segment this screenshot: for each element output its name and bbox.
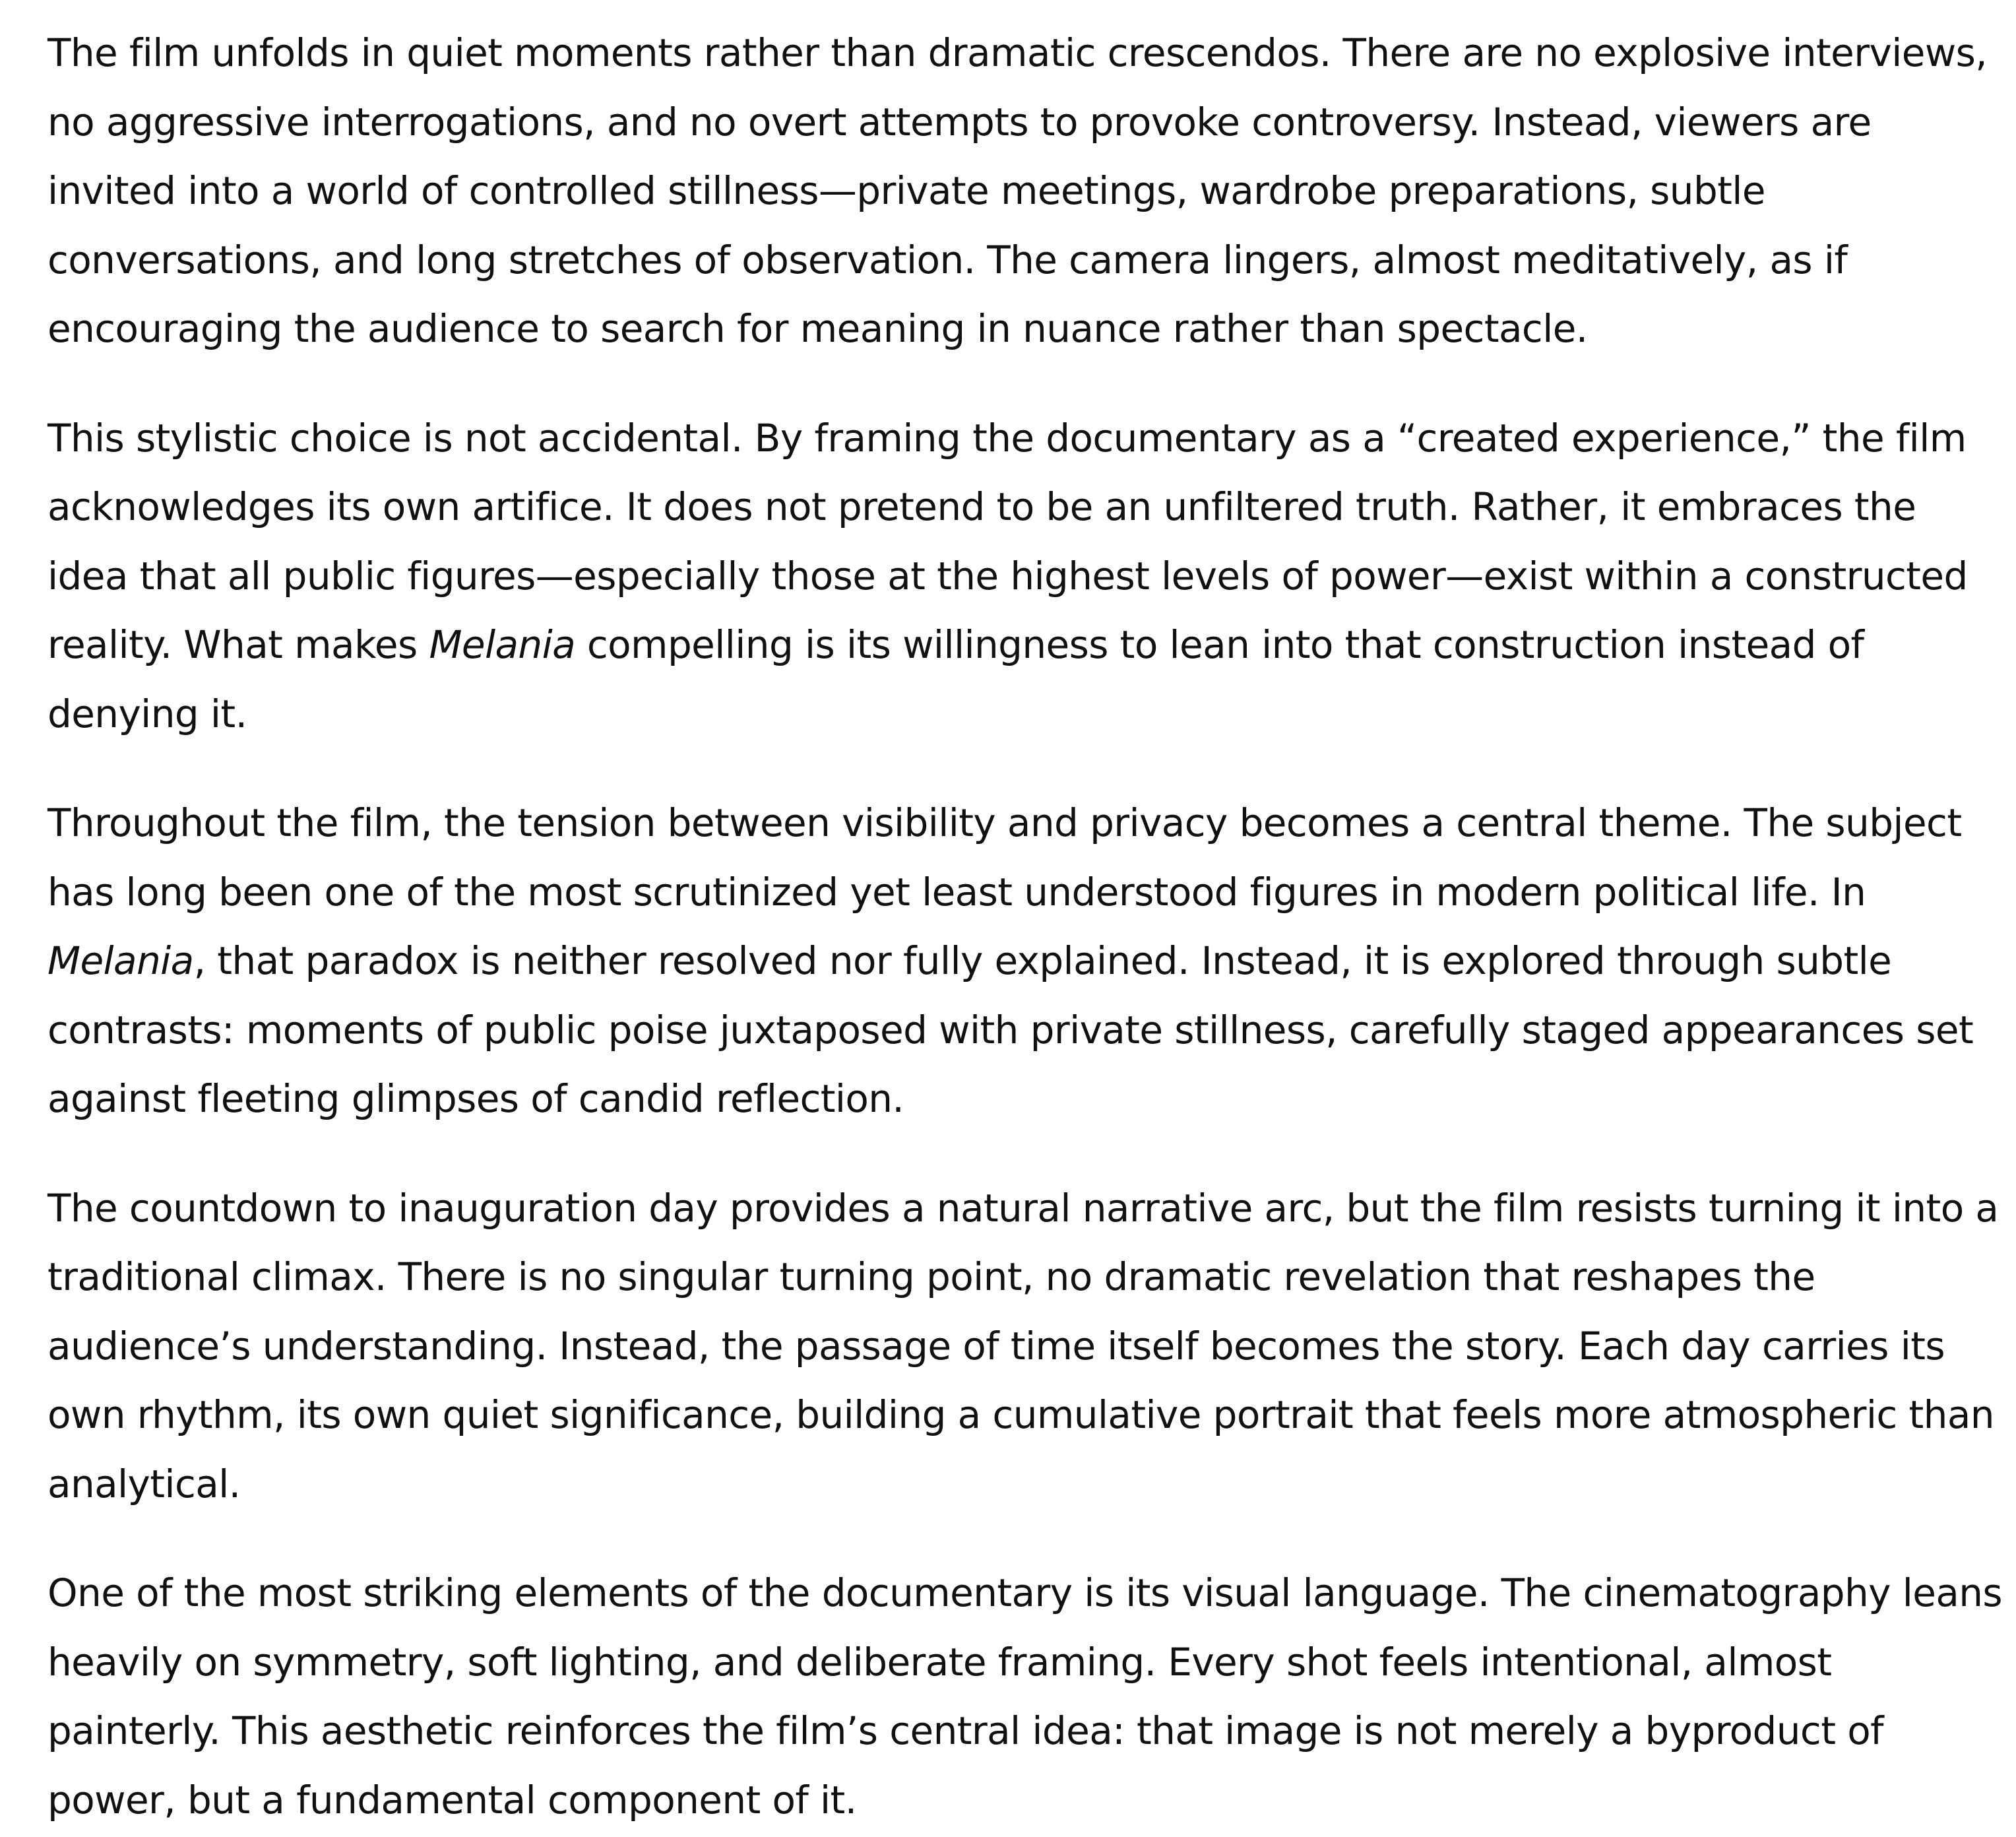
- text-line: own rhythm, its own quiet significance, building a cumulative portrait that feels more atmospheric than: [47, 1392, 1994, 1437]
- text-line: analytical.: [47, 1461, 241, 1506]
- text-line: heavily on symmetry, soft lighting, and deliberate framing. Every shot feels intentional, almost: [47, 1639, 1832, 1685]
- text-line: denying it.: [47, 691, 247, 736]
- text-segment: reality. What makes: [47, 622, 429, 667]
- paragraph-3: [47, 789, 2000, 1134]
- text-segment: , that paradox is neither resolved nor fully explained. Instead, it is explored through subtle: [193, 938, 1892, 983]
- text-line: contrasts: moments of public poise juxtaposed with private stillness, carefully staged appearances set: [47, 1007, 1974, 1052]
- film-title-italic: Melania: [47, 938, 194, 983]
- text-line: conversations, and long stretches of observation. The camera lingers, almost meditatively, as if: [47, 237, 1848, 282]
- text-line: against fleeting glimpses of candid reflection.: [47, 1076, 904, 1121]
- text-line: One of the most striking elements of the documentary is its visual language. The cinematography leans: [47, 1570, 2003, 1615]
- text-line: Throughout the film, the tension between visibility and privacy becomes a central theme. The subject: [47, 800, 1962, 845]
- article-body: [47, 18, 2003, 1834]
- paragraph-1: [47, 18, 2000, 364]
- text-line: The film unfolds in quiet moments rather than dramatic crescendos. There are no explosive interviews,: [47, 30, 1988, 75]
- text-line: audience’s understanding. Instead, the passage of time itself becomes the story. Each day carries its: [47, 1323, 1945, 1369]
- paragraph-5: [47, 1559, 2003, 1834]
- paragraph-4: [47, 1174, 2000, 1519]
- text-line: [47, 610, 2000, 680]
- text-line: power, but a fundamental component of it.: [47, 1777, 857, 1822]
- text-segment: compelling is its willingness to lean into that construction instead of: [575, 622, 1864, 667]
- text-line: acknowledges its own artifice. It does not pretend to be an unfiltered truth. Rather, it embraces the: [47, 484, 1916, 529]
- text-line: traditional climax. There is no singular turning point, no dramatic revelation that reshapes the: [47, 1254, 1815, 1299]
- text-line: invited into a world of controlled stillness—private meetings, wardrobe preparations, subtle: [47, 168, 1765, 213]
- text-line: no aggressive interrogations, and no overt attempts to provoke controversy. Instead, viewers are: [47, 99, 1872, 145]
- text-line: The countdown to inauguration day provides a natural narrative arc, but the film resists turning it into a: [47, 1185, 1999, 1231]
- paragraph-2: [47, 404, 2000, 749]
- text-line: This stylistic choice is not accidental. By framing the documentary as a “created experience,” the film: [47, 415, 1967, 461]
- film-title-italic: Melania: [429, 622, 576, 667]
- text-line: painterly. This aesthetic reinforces the film’s central idea: that image is not merely a byproduct of: [47, 1708, 1883, 1753]
- text-line: [47, 926, 2000, 996]
- text-line: has long been one of the most scrutinized yet least understood figures in modern political life. In: [47, 869, 1866, 915]
- text-line: encouraging the audience to search for meaning in nuance rather than spectacle.: [47, 306, 1588, 351]
- text-line: idea that all public figures—especially those at the highest levels of power—exist within a constructed: [47, 553, 1968, 598]
